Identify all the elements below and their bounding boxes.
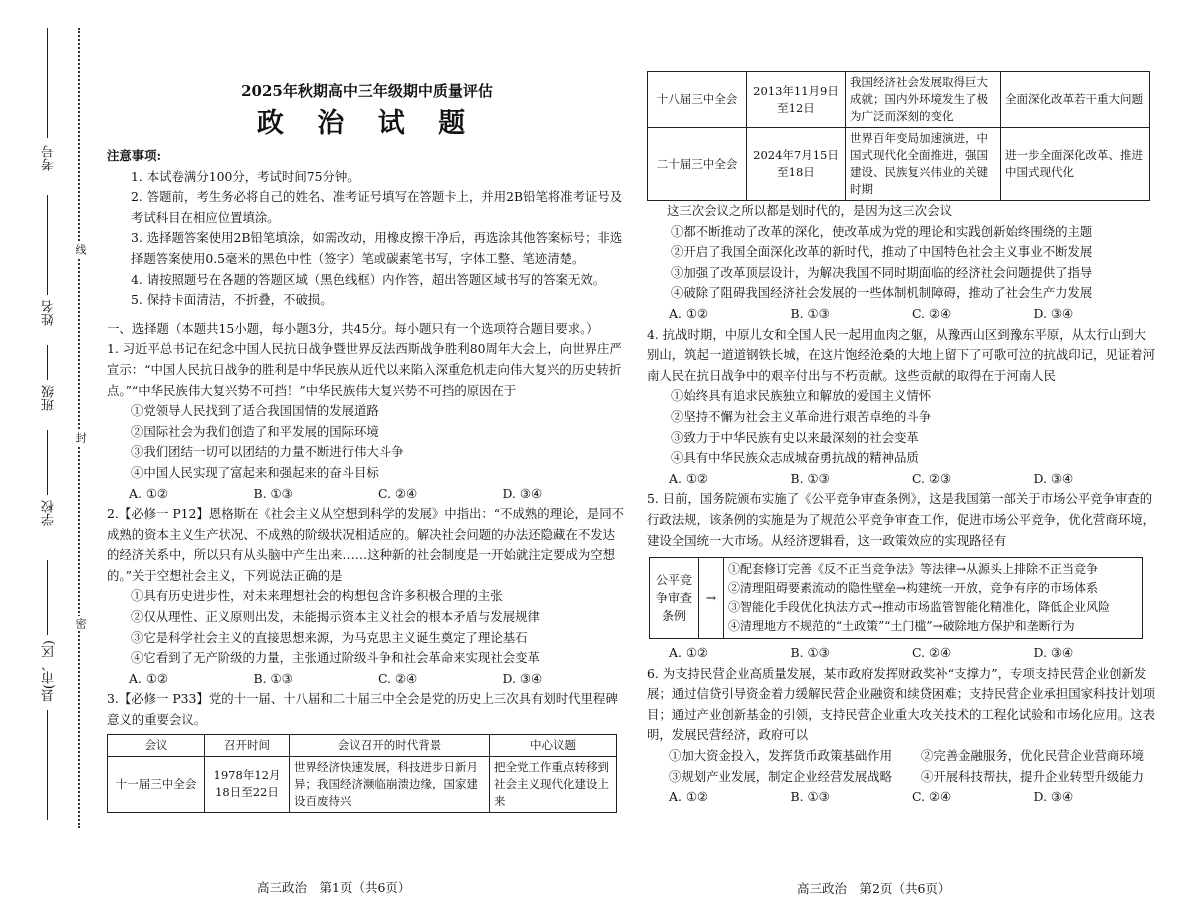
option-c: C. ②④ bbox=[912, 645, 952, 661]
statement: ①党领导人民找到了适合我国国情的发展道路 bbox=[131, 403, 379, 419]
table-cell: 把全党工作重点转移到社会主义现代化建设上来 bbox=[490, 756, 617, 812]
table-header: 中心议题 bbox=[490, 734, 617, 756]
question-stem: 1. 习近平总书记在纪念中国人民抗日战争暨世界反法西斯战争胜利80周年大会上，向世界庄严宣示：“中国人民抗日战争的胜利是中华民族从近代以来陷入深重危机走向伟大复兴的历史转折点。”“中华民族伟大复兴势不可挡！”中华民族伟大复兴势不可挡的原因在于 bbox=[107, 341, 622, 398]
field-line bbox=[47, 345, 48, 380]
notice-item: 4. 请按照题号在各题的答题区域（黑色线框）内作答，超出答题区域书写的答案无效。 bbox=[131, 271, 606, 287]
option-d: D. ③④ bbox=[1033, 645, 1074, 661]
answer-options bbox=[107, 484, 627, 505]
table-row bbox=[108, 756, 617, 812]
answer-options bbox=[647, 787, 1155, 808]
notice-item: 5. 保持卡面清洁，不折叠，不破损。 bbox=[131, 292, 333, 308]
option-b: B. ①③ bbox=[790, 789, 830, 805]
policy-flow-diagram bbox=[649, 557, 1155, 639]
notice-item: 3. 选择题答案使用2B铅笔填涂，如需改动，用橡皮擦干净后，再选涂其他答案标号；非选择题答案使用0.5毫米的黑色中性（签字）笔或碳素笔书写，字体工整、笔迹清楚。 bbox=[131, 230, 623, 266]
cut-line bbox=[78, 28, 80, 828]
option-d: D. ③④ bbox=[502, 485, 543, 501]
flow-path: ①配套修订完善《反不正当竞争法》等法律→从源头上排除不正当竞争 bbox=[728, 562, 1099, 577]
option-a: A. ①② bbox=[669, 305, 709, 321]
statement: ②完善金融服务，优化民营企业营商环境 bbox=[921, 748, 1145, 764]
field-line bbox=[47, 560, 48, 635]
question-stem: 6. 为支持民营企业高质量发展，某市政府发挥财政奖补“支撑力”，专项支持民营企业创新发展；通过信贷引导资金着力缓解民营企业融资和续贷困难；支持民营企业承担国家科技计划项目；通过产业创新基金的引领，支持民营企业重大攻关技术的工程化试验和市场化应用。这表明，发展民营经济，政府可以 bbox=[647, 665, 1156, 743]
field-line bbox=[47, 195, 48, 295]
session-table bbox=[107, 734, 617, 813]
option-c: C. ②④ bbox=[912, 789, 952, 805]
statement: ④破除了阻碍我国经济社会发展的一些体制机制障碍，推动了社会生产力发展 bbox=[671, 285, 1093, 301]
table-cell: 2024年7月15日至18日 bbox=[747, 128, 846, 201]
answer-options bbox=[107, 669, 627, 690]
statement: ①都不断推动了改革的深化，使改革成为党的理论和实践创新始终围绕的主题 bbox=[671, 223, 1093, 239]
statement: ②开启了我国全面深化改革的新时代，推动了中国特色社会主义事业不断发展 bbox=[671, 244, 1093, 260]
flow-paths bbox=[724, 557, 1143, 639]
option-d: D. ③④ bbox=[502, 670, 543, 686]
table-cell: 十一届三中全会 bbox=[108, 756, 205, 812]
page-2 bbox=[647, 71, 1156, 896]
field-line bbox=[47, 28, 48, 138]
field-exam-number-label: 考号 bbox=[42, 145, 57, 171]
table-row bbox=[648, 72, 1150, 128]
statement: ②国际社会为我们创造了和平发展的国际环境 bbox=[131, 423, 379, 439]
statement-row bbox=[647, 746, 1155, 767]
section-heading: 一、选择题（本题共15小题，每小题3分，共45分。每小题只有一个选项符合题目要求。） bbox=[107, 320, 599, 336]
field-county-label: 县(市、区) bbox=[42, 640, 57, 703]
question-1 bbox=[107, 339, 627, 504]
session-table-continued bbox=[647, 71, 1150, 201]
statement: ①具有历史进步性，对未来理想社会的构想包含许多积极合理的主张 bbox=[131, 588, 503, 604]
field-class-label: 班级 bbox=[42, 385, 57, 411]
seal-mark-secret: 密 bbox=[74, 618, 87, 629]
page-1 bbox=[107, 70, 627, 895]
table-cell: 世界经济快速发展，科技进步日新月异；我国经济濒临崩溃边缘，国家建设百废待兴 bbox=[290, 756, 490, 812]
option-a: A. ①② bbox=[129, 670, 169, 686]
statement: ③规划产业发展，制定企业经营发展战略 bbox=[669, 768, 893, 784]
statement-row bbox=[647, 767, 1155, 788]
option-b: B. ①③ bbox=[253, 485, 293, 501]
option-b: B. ①③ bbox=[253, 670, 293, 686]
flow-path: ④清理地方不规范的“土政策”“土门槛”→破除地方保护和垄断行为 bbox=[728, 619, 1075, 634]
table-cell: 十八届三中全会 bbox=[648, 72, 747, 128]
statement: ④它看到了无产阶级的力量，主张通过阶级斗争和社会革命来实现社会变革 bbox=[131, 650, 540, 666]
option-c: C. ②④ bbox=[378, 670, 418, 686]
statement: ②坚持不懈为社会主义革命进行艰苦卓绝的斗争 bbox=[671, 408, 932, 424]
statement: ①始终具有追求民族独立和解放的爱国主义情怀 bbox=[671, 388, 932, 404]
question-prompt: 这三次会议之所以都是划时代的，是因为这三次会议 bbox=[667, 203, 952, 218]
table-cell: 二十届三中全会 bbox=[648, 128, 747, 201]
answer-options bbox=[647, 469, 1155, 490]
question-stem: 2.【必修一 P12】恩格斯在《社会主义从空想到科学的发展》中指出：“不成熟的理论，是同不成熟的资本主义生产状况、不成熟的阶级状况相适应的。解决社会问题的办法还隐藏在不发达的经济关系中，所以只有从头脑中产生出来……这种新的社会制度是一开始就注定要成为空想的。”关于空想社会主义，下列说法正确的是 bbox=[107, 506, 625, 583]
option-a: A. ①② bbox=[669, 470, 709, 486]
statement: ④具有中华民族众志成城奋勇抗战的精神品质 bbox=[671, 450, 919, 466]
question-4 bbox=[647, 325, 1155, 490]
option-a: A. ①② bbox=[669, 789, 709, 805]
field-line bbox=[47, 710, 48, 820]
option-c: C. ②④ bbox=[378, 485, 418, 501]
option-d: D. ③④ bbox=[1033, 470, 1074, 486]
notice-item: 2. 答题前，考生务必将自己的姓名、准考证号填写在答题卡上，并用2B铅笔将准考证号及考试科目在相应位置填涂。 bbox=[131, 189, 623, 225]
exam-title: 2025年秋期高中三年级期中质量评估 bbox=[241, 82, 493, 100]
notice-block bbox=[107, 146, 627, 311]
option-d: D. ③④ bbox=[1033, 789, 1074, 805]
statement: ④开展科技帮扶，提升企业转型升级能力 bbox=[921, 768, 1145, 784]
question-5 bbox=[647, 489, 1155, 663]
field-school-label: 学校 bbox=[42, 500, 57, 526]
table-header-row bbox=[108, 734, 617, 756]
option-a: A. ①② bbox=[129, 485, 169, 501]
table-cell: 进一步全面深化改革、推进中国式现代化 bbox=[1001, 128, 1150, 201]
question-3 bbox=[107, 689, 627, 812]
table-cell: 2013年11月9日至12日 bbox=[747, 72, 846, 128]
statement: ③致力于中华民族有史以来最深刻的社会变革 bbox=[671, 429, 919, 445]
option-b: B. ①③ bbox=[790, 305, 830, 321]
notice-item: 1. 本试卷满分100分，考试时间75分钟。 bbox=[131, 168, 360, 184]
question-2 bbox=[107, 504, 627, 689]
option-c: C. ②③ bbox=[912, 470, 952, 486]
flow-source-box: 公平竞争审查条例 bbox=[649, 557, 699, 639]
notice-heading: 注意事项: bbox=[107, 148, 162, 163]
statement: ①加大资金投入，发挥货币政策基础作用 bbox=[669, 748, 893, 764]
statement: ③它是科学社会主义的直接思想来源，为马克思主义诞生奠定了理论基石 bbox=[131, 629, 528, 645]
question-stem: 5. 日前，国务院颁布实施了《公平竞争审查条例》，这是我国第一部关于市场公平竞争审查的行政法规，该条例的实施是为了规范公平竞争审查工作，促进市场公平竞争，优化营商环境，建设全国统一大市场。从经济逻辑看，这一政策效应的实现路径有 bbox=[647, 491, 1156, 548]
page-footer-left: 高三政治 第1页（共6页） bbox=[257, 880, 411, 895]
option-a: A. ①② bbox=[669, 645, 709, 661]
seal-mark-line: 线 bbox=[74, 244, 87, 255]
flow-path: ②清理阻碍要素流动的隐性壁垒→构建统一开放，竞争有序的市场体系 bbox=[728, 581, 1099, 596]
option-b: B. ①③ bbox=[790, 645, 830, 661]
option-b: B. ①③ bbox=[790, 470, 830, 486]
seal-mark-seal: 封 bbox=[74, 432, 87, 443]
binding-strip bbox=[0, 0, 95, 864]
field-name-label: 姓名 bbox=[42, 300, 57, 326]
answer-options bbox=[647, 304, 1155, 325]
statement: ④中国人民实现了富起来和强起来的奋斗目标 bbox=[131, 464, 379, 480]
statement: ③加强了改革顶层设计，为解决我国不同时期面临的经济社会问题提供了指导 bbox=[671, 264, 1093, 280]
flow-path: ③智能化手段优化执法方式→推动市场监管智能化精准化，降低企业风险 bbox=[728, 600, 1111, 615]
table-cell: 世界百年变局加速演进，中国式现代化全面推进，强国建设、民族复兴伟业的关键时期 bbox=[846, 128, 1001, 201]
table-header: 会议召开的时代背景 bbox=[290, 734, 490, 756]
table-cell: 1978年12月18日至22日 bbox=[205, 756, 290, 812]
question-stem: 4. 抗战时期，中原儿女和全国人民一起用血肉之躯，从豫西山区到豫东平原，从太行山到大别山，筑起一道道钢铁长城，在这片饱经沧桑的大地上留下了可歌可泣的抗战印记，见证着河南人民在抗日战争中的艰辛付出与不朽贡献。这些贡献的取得在于河南人民 bbox=[647, 326, 1156, 383]
table-header: 召开时间 bbox=[205, 734, 290, 756]
page-footer-right: 高三政治 第2页（共6页） bbox=[797, 881, 951, 896]
option-d: D. ③④ bbox=[1033, 305, 1074, 321]
question-stem: 3.【必修一 P33】党的十一届、十八届和二十届三中全会是党的历史上三次具有划时代里程碑意义的重要会议。 bbox=[107, 691, 618, 728]
arrow-right-icon: → bbox=[699, 557, 724, 639]
subject-title: 政 治 试 题 bbox=[256, 108, 478, 139]
table-cell: 全面深化改革若干重大问题 bbox=[1001, 72, 1150, 128]
table-row bbox=[648, 128, 1150, 201]
option-c: C. ②④ bbox=[912, 305, 952, 321]
table-cell: 我国经济社会发展取得巨大成就；国内外环境发生了极为广泛而深刻的变化 bbox=[846, 72, 1001, 128]
answer-options bbox=[647, 643, 1155, 664]
field-line bbox=[47, 430, 48, 495]
statement: ③我们团结一切可以团结的力量不断进行伟大斗争 bbox=[131, 444, 404, 460]
statement: ②仅从理性、正义原则出发，未能揭示资本主义社会的根本矛盾与发展规律 bbox=[131, 609, 540, 625]
table-header: 会议 bbox=[108, 734, 205, 756]
question-6 bbox=[647, 664, 1155, 808]
